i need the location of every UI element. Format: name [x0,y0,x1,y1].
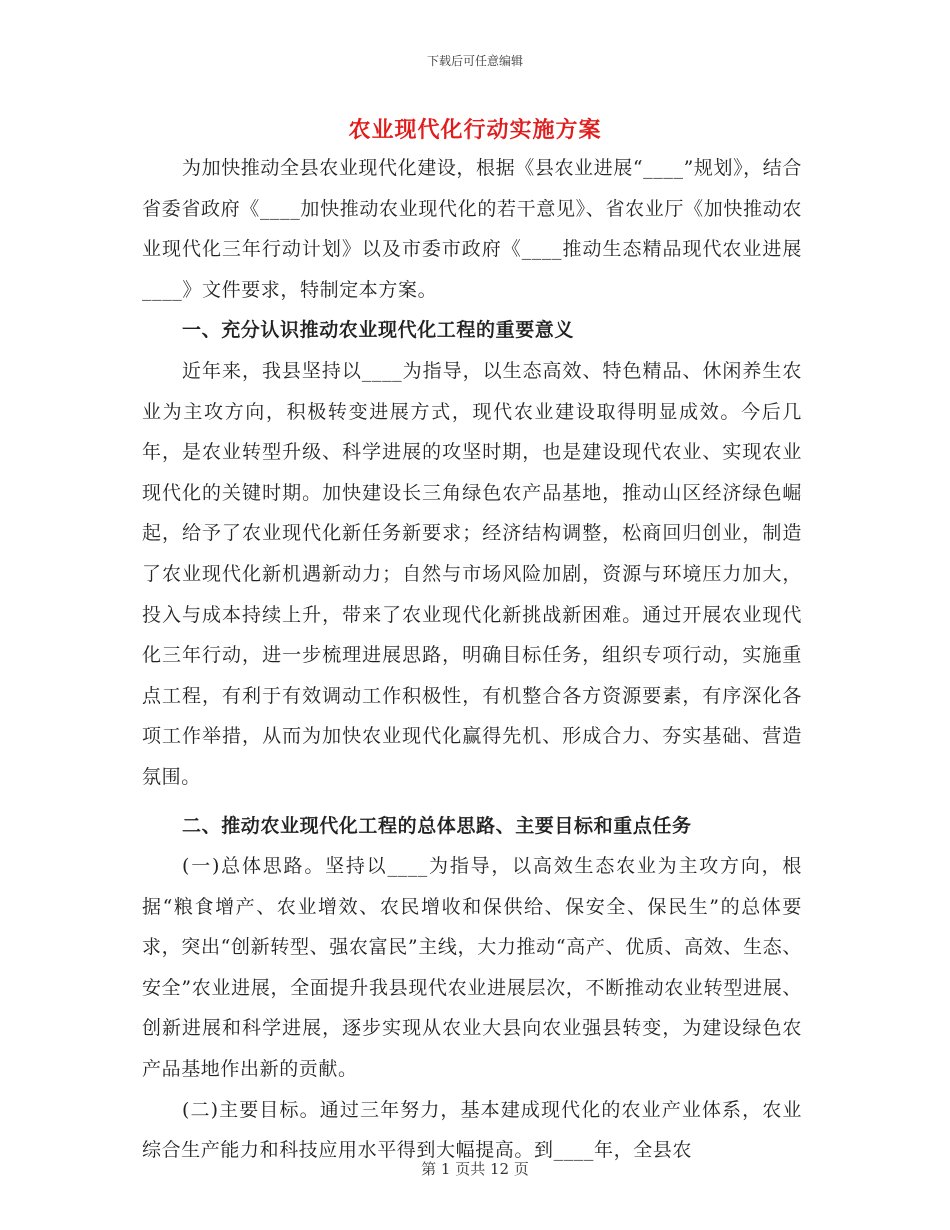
document-body [142,148,802,1171]
page-footer: 第 1 页共 12 页 [421,1160,529,1178]
intro-paragraph: 为加快推动全县农业现代化建设，根据《县农业进展“____”规划》，结合省委省政府《____加快推动农业现代化的若干意见》、省农业厅《加快推动农业现代化三年行动计划》以及市委市政府《____推动生态精品现代农业进展____》文件要求，特制定本方案。 [142,157,802,301]
overall-approach-paragraph: (一)总体思路。坚持以____为指导，以高效生态农业为主攻方向，根据“粮食增产、农业增效、农民增收和保供给、保安全、保民生”的总体要求，突出“创新转型、强农富民”主线，大力推动“高产、优质、高效、生态、安全”农业进展，全面提升我县现代农业进展层次，不断推动农业转型进展、创新进展和科学进展，逐步实现从农业大县向农业强县转变，为建设绿色农产品基地作出新的贡献。 [142,855,802,1081]
page-header: 下载后可任意编辑 [426,54,523,68]
main-goals-paragraph: (二)主要目标。通过三年努力，基本建成现代化的农业产业体系，农业综合生产能力和科技应用水平得到大幅提高。到____年，全县农 [142,1098,802,1162]
document-title: 农业现代化行动实施方案 [348,118,602,143]
section-1-paragraph: 近年来，我县坚持以____为指导，以生态高效、特色精品、休闲养生农业为主攻方向，积极转变进展方式，现代农业建设取得明显成效。今后几年，是农业转型升级、科学进展的攻坚时期，也是建设现代农业、实现农业现代化的关键时期。加快建设长三角绿色农产品基地，推动山区经济绿色崛起，给予了农业现代化新任务新要求；经济结构调整，松商回归创业，制造了农业现代化新机遇新动力；自然与市场风险加剧，资源与环境压力加大，投入与成本持续上升，带来了农业现代化新挑战新困难。通过开展农业现代化三年行动，进一步梳理进展思路，明确目标任务，组织专项行动，实施重点工程，有利于有效调动工作积极性，有机整合各方资源要素，有序深化各项工作举措，从而为加快农业现代化赢得先机、形成合力、夯实基础、营造氛围。 [142,359,802,788]
section-heading-1: 一、充分认识推动农业现代化工程的重要意义 [182,319,575,342]
section-heading-2: 二、推动农业现代化工程的总体思路、主要目标和重点任务 [182,814,692,837]
